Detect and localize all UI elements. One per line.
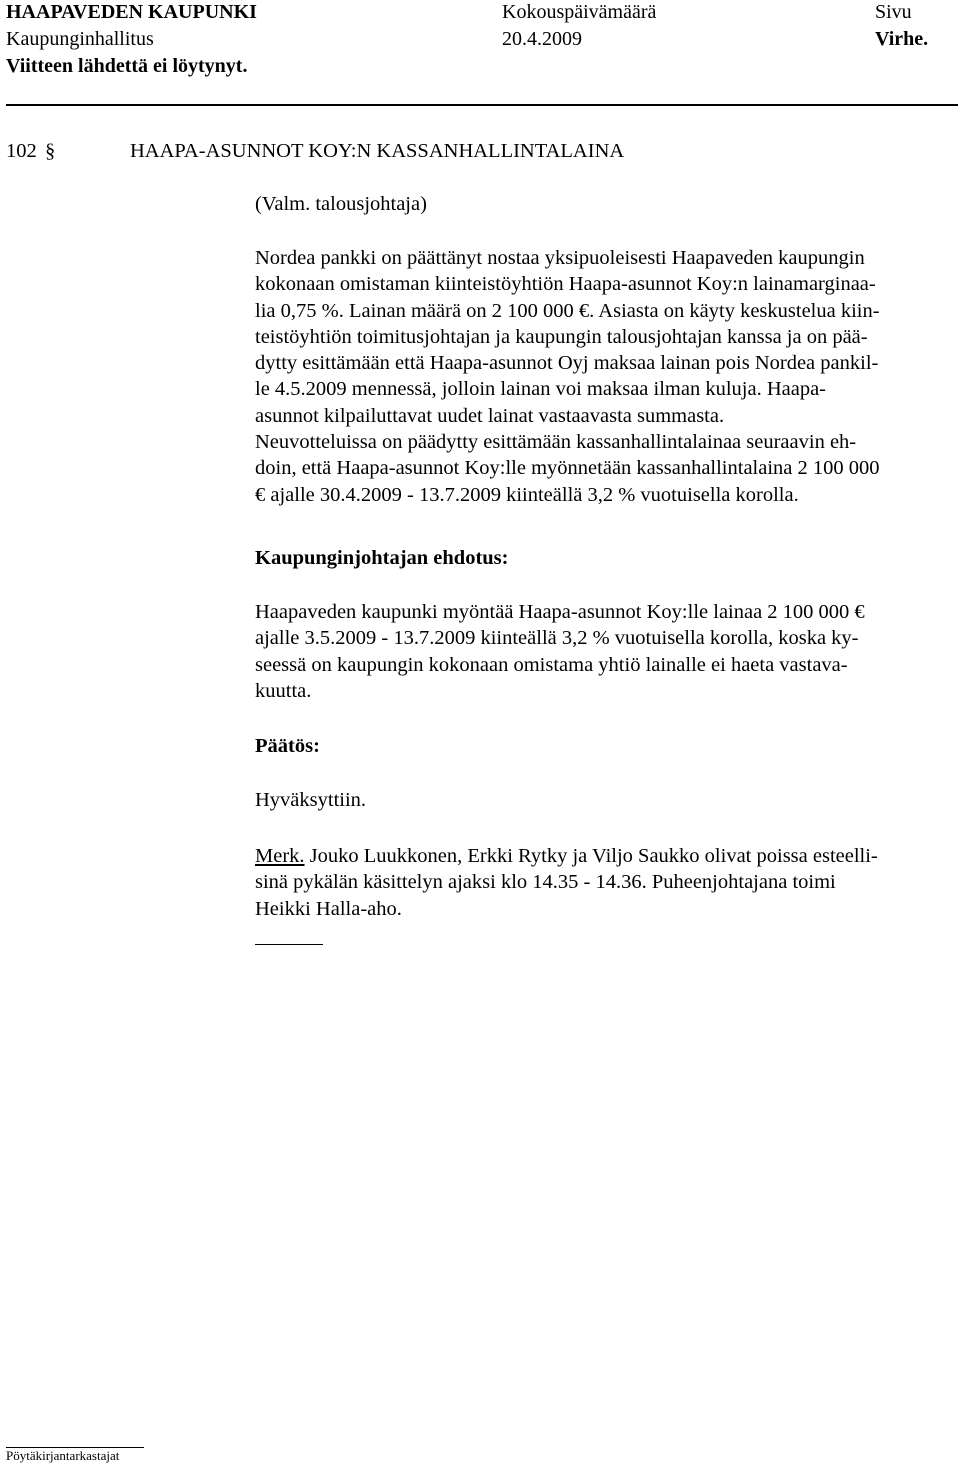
proposal-line: seessä on kaupungin kokonaan omistama yhtiö lainalle ei haeta vastava- — [255, 653, 848, 676]
proposal-text — [255, 599, 955, 704]
note-line: sinä pykälän käsittelyn ajaksi klo 14.35 - 14.36. Puheenjohtajana toimi — [255, 871, 836, 894]
main-text-line: kokonaan omistaman kiinteistöyhtiön Haapa-asunnot Koy:n lainamarginaa- — [255, 273, 876, 296]
note-label: Merk. — [255, 845, 305, 867]
section-sign: § — [45, 140, 56, 162]
decision-heading: Päätös: — [255, 735, 320, 757]
section-number: 102 — [6, 140, 37, 162]
page-label: Sivu — [875, 1, 912, 23]
main-text-line: dytty esittämään että Haapa-asunnot Oyj maksaa lainan pois Nordea pankil- — [255, 352, 879, 375]
reference-error: Viitteen lähdettä ei löytynyt. — [6, 55, 248, 77]
main-text-line: Nordea pankki on päättänyt nostaa yksipuoleisesti Haapaveden kaupungin — [255, 247, 865, 269]
section-title: HAAPA-ASUNNOT KOY:N KASSANHALLINTALAINA — [130, 140, 625, 162]
main-text — [255, 245, 955, 508]
main-text-line: teistöyhtiön toimitusjohtajan ja kaupungin talousjohtajan kanssa ja on pää- — [255, 325, 868, 348]
proposal-heading: Kaupunginjohtajan ehdotus: — [255, 547, 509, 569]
main-text-line: le 4.5.2009 mennessä, jolloin lainan voi maksaa ilman kuluja. Haapa- — [255, 378, 827, 401]
page-value: Virhe. — [875, 28, 929, 50]
meeting-date: 20.4.2009 — [502, 28, 582, 50]
main-text-line: Neuvotteluissa on päädytty esittämään kassanhallintalainaa seuraavin eh- — [255, 431, 857, 454]
governing-body: Kaupunginhallitus — [6, 28, 154, 50]
meeting-date-label: Kokouspäivämäärä — [502, 1, 657, 23]
proposal-line: ajalle 3.5.2009 - 13.7.2009 kiinteällä 3,2 % vuotuisella korolla, koska ky- — [255, 627, 859, 650]
note-line — [255, 843, 955, 869]
header-divider — [6, 104, 958, 106]
section-end-rule — [255, 944, 323, 945]
note-line: Heikki Halla-aho. — [255, 897, 402, 920]
decision-text: Hyväksyttiin. — [255, 789, 367, 811]
note-text — [255, 843, 955, 922]
main-text-line: doin, että Haapa-asunnot Koy:lle myönnetään kassanhallintalaina 2 100 000 — [255, 457, 880, 480]
main-text-line: € ajalle 30.4.2009 - 13.7.2009 kiinteällä 3,2 % vuotuisella korolla. — [255, 483, 799, 506]
footer-label: Pöytäkirjantarkastajat — [6, 1448, 120, 1463]
organization-name: HAAPAVEDEN KAUPUNKI — [6, 1, 257, 23]
note-line-rest: Jouko Luukkonen, Erkki Rytky ja Viljo Saukko olivat poissa esteelli- — [304, 845, 878, 867]
proposal-line: kuutta. — [255, 679, 312, 702]
main-text-line: lia 0,75 %. Lainan määrä on 2 100 000 €. Asiasta on käyty keskustelua kiin- — [255, 299, 880, 322]
preparer-note: (Valm. talousjohtaja) — [255, 193, 427, 215]
main-text-line: asunnot kilpailuttavat uudet lainat vastaavasta summasta. — [255, 404, 725, 427]
proposal-line: Haapaveden kaupunki myöntää Haapa-asunnot Koy:lle lainaa 2 100 000 € — [255, 601, 865, 623]
